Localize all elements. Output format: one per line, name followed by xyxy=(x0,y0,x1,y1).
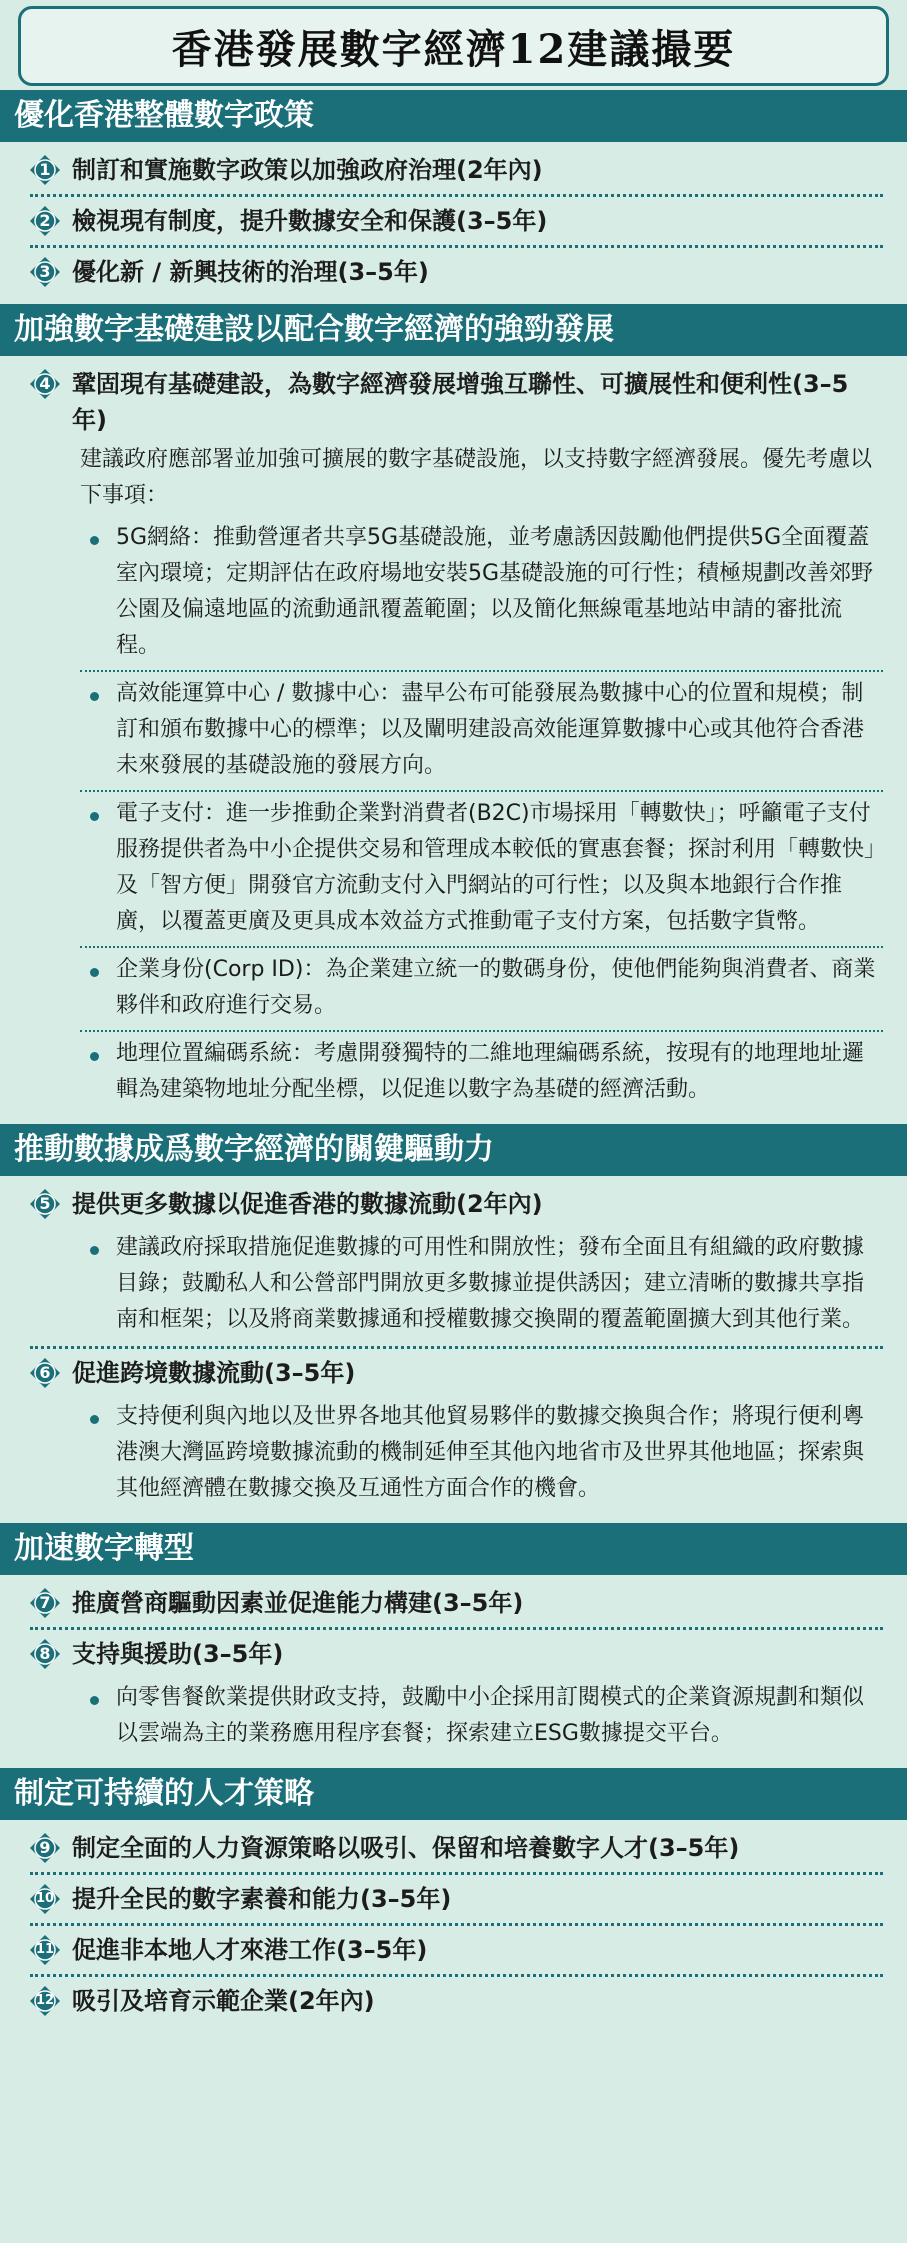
content xyxy=(0,90,907,2029)
item-number: 9 xyxy=(39,1838,51,1857)
item-number: 2 xyxy=(39,211,51,230)
recommendation-text: 支持與援助(3–5年) xyxy=(72,1640,284,1668)
item-number: 6 xyxy=(39,1363,51,1382)
recommendation-heading xyxy=(30,250,883,294)
recommendation-text: 促進非本地人才來港工作(3–5年) xyxy=(72,1936,428,1964)
bullet-point: 支持便利與內地以及世界各地其他貿易夥伴的數據交換與合作；將現行便利粵港澳大灣區跨境數據流動的機制延伸至其他內地省市及世界其他地區；探索與其他經濟體在數據交換及互通性方面合作的機會。 xyxy=(80,1395,883,1513)
recommendation-text: 提供更多數據以促進香港的數據流動(2年內) xyxy=(72,1190,543,1218)
bullet-point: 建議政府採取措施促進數據的可用性和開放性；發布全面且有組織的政府數據目錄；鼓勵私人和公營部門開放更多數據並提供誘因；建立清晰的數據共享指南和框架；以及將商業數據通和授權數據交換閘的覆蓋範圍擴大到其他行業。 xyxy=(80,1226,883,1344)
section-body xyxy=(0,1820,907,2029)
section-heading: 制定可持續的人才策略 xyxy=(0,1768,907,1820)
recommendation-text: 提升全民的數字素養和能力(3–5年) xyxy=(72,1885,452,1913)
recommendation-heading xyxy=(30,1979,883,2023)
bullet-point: 高效能運算中心 / 數據中心：盡早公布可能發展為數據中心的位置和規模；制訂和頒布數據中心的標準；以及闡明建設高效能運算數據中心或其他符合香港未來發展的基礎設施的發展方向。 xyxy=(80,672,883,792)
bullet-point: 地理位置編碼系統：考慮開發獨特的二維地理編碼系統，按現有的地理地址邏輯為建築物地址分配坐標，以促進以數字為基礎的經濟活動。 xyxy=(80,1032,883,1114)
recommendation-text: 檢視現有制度，提升數據安全和保護(3–5年) xyxy=(72,207,548,235)
recommendation-text: 吸引及培育示範企業(2年內) xyxy=(72,1987,375,2015)
page xyxy=(0,6,907,2243)
number-diamond-icon xyxy=(30,1833,60,1863)
section xyxy=(0,90,907,300)
recommendation-item xyxy=(30,1826,883,1870)
section-body xyxy=(0,1575,907,1764)
item-number: 1 xyxy=(39,160,51,179)
recommendation-item xyxy=(30,1877,883,1921)
dotted-divider xyxy=(30,1872,883,1875)
recommendation-text: 促進跨境數據流動(3–5年) xyxy=(72,1359,356,1387)
recommendation-heading xyxy=(30,1928,883,1972)
recommendation-heading xyxy=(30,148,883,192)
title-box xyxy=(18,6,889,86)
recommendation-item xyxy=(30,1979,883,2023)
section-body xyxy=(0,1176,907,1519)
bullet-point: 5G網絡：推動營運者共享5G基礎設施，並考慮誘因鼓勵他們提供5G全面覆蓋室內環境；定期評估在政府場地安裝5G基礎設施的可行性；積極規劃改善郊野公園及偏遠地區的流動通訊覆蓋範圍；以及簡化無線電基地站申請的審批流程。 xyxy=(80,516,883,672)
section-body xyxy=(0,142,907,300)
item-number: 10 xyxy=(35,1891,55,1906)
dotted-divider xyxy=(30,1627,883,1630)
recommendation-heading xyxy=(30,199,883,243)
number-diamond-icon xyxy=(30,1358,60,1388)
dotted-divider xyxy=(30,1346,883,1349)
item-number: 3 xyxy=(39,262,51,281)
section-body xyxy=(0,356,907,1120)
item-number: 4 xyxy=(39,374,51,393)
page-title: 香港發展數字經濟12建議撮要 xyxy=(171,25,736,73)
dotted-divider xyxy=(30,194,883,197)
item-number: 8 xyxy=(39,1644,51,1663)
recommendation-text: 制訂和實施數字政策以加強政府治理(2年內) xyxy=(72,156,543,184)
recommendation-item xyxy=(30,1182,883,1344)
bullet-point: 電子支付：進一步推動企業對消費者(B2C)市場採用「轉數快」；呼籲電子支付服務提供者為中小企提供交易和管理成本較低的實惠套餐；探討利用「轉數快」及「智方便」開發官方流動支付入門網站的可行性；以及與本地銀行合作推廣，以覆蓋更廣及更具成本效益方式推動電子支付方案，包括數字貨幣。 xyxy=(80,792,883,948)
intro-text: 建議政府應部署並加強可擴展的數字基礎設施，以支持數字經濟發展。優先考慮以下事項： xyxy=(80,447,873,508)
recommendation-heading xyxy=(30,1877,883,1921)
item-number: 12 xyxy=(35,1993,55,2008)
section xyxy=(0,1523,907,1764)
recommendation-item xyxy=(30,1351,883,1513)
number-diamond-icon xyxy=(30,1986,60,2016)
number-diamond-icon xyxy=(30,1935,60,1965)
recommendation-item xyxy=(30,1581,883,1625)
number-diamond-icon xyxy=(30,206,60,236)
recommendation-item xyxy=(30,250,883,294)
recommendation-item xyxy=(30,148,883,192)
bullet-point: 向零售餐飲業提供財政支持，鼓勵中小企採用訂閱模式的企業資源規劃和類似以雲端為主的業務應用程序套餐；探索建立ESG數據提交平台。 xyxy=(80,1676,883,1758)
dotted-divider xyxy=(30,245,883,248)
recommendation-heading xyxy=(30,1632,883,1676)
number-diamond-icon xyxy=(30,1189,60,1219)
section xyxy=(0,1768,907,2029)
recommendation-item xyxy=(30,199,883,243)
item-number: 11 xyxy=(35,1942,55,1957)
number-diamond-icon xyxy=(30,369,60,399)
number-diamond-icon xyxy=(30,155,60,185)
number-diamond-icon xyxy=(30,1588,60,1618)
section-heading: 加速數字轉型 xyxy=(0,1523,907,1575)
number-diamond-icon xyxy=(30,1639,60,1669)
recommendation-item xyxy=(30,1632,883,1758)
recommendation-heading xyxy=(30,1182,883,1226)
number-diamond-icon xyxy=(30,1884,60,1914)
dotted-divider xyxy=(30,1974,883,1977)
bullet-point: 企業身份(Corp ID)：為企業建立統一的數碼身份，使他們能夠與消費者、商業夥伴和政府進行交易。 xyxy=(80,948,883,1032)
recommendation-text: 鞏固現有基礎建設，為數字經濟發展增強互聯性、可擴展性和便利性(3–5年) xyxy=(72,370,849,434)
recommendation-item xyxy=(30,1928,883,1972)
section xyxy=(0,304,907,1120)
section-heading: 推動數據成爲數字經濟的關鍵驅動力 xyxy=(0,1124,907,1176)
recommendation-text: 推廣營商驅動因素並促進能力構建(3–5年) xyxy=(72,1589,524,1617)
recommendation-text: 制定全面的人力資源策略以吸引、保留和培養數字人才(3–5年) xyxy=(72,1834,740,1862)
recommendation-text: 優化新 / 新興技術的治理(3–5年) xyxy=(72,258,429,286)
section-heading: 優化香港整體數字政策 xyxy=(0,90,907,142)
recommendation-heading xyxy=(30,362,883,442)
recommendation-heading xyxy=(30,1351,883,1395)
item-number: 7 xyxy=(39,1593,51,1612)
recommendation-heading xyxy=(30,1581,883,1625)
dotted-divider xyxy=(30,1923,883,1926)
section-heading: 加強數字基礎建設以配合數字經濟的強勁發展 xyxy=(0,304,907,356)
number-diamond-icon xyxy=(30,257,60,287)
recommendation-item xyxy=(30,362,883,1114)
item-number: 5 xyxy=(39,1194,51,1213)
recommendation-heading xyxy=(30,1826,883,1870)
section xyxy=(0,1124,907,1519)
